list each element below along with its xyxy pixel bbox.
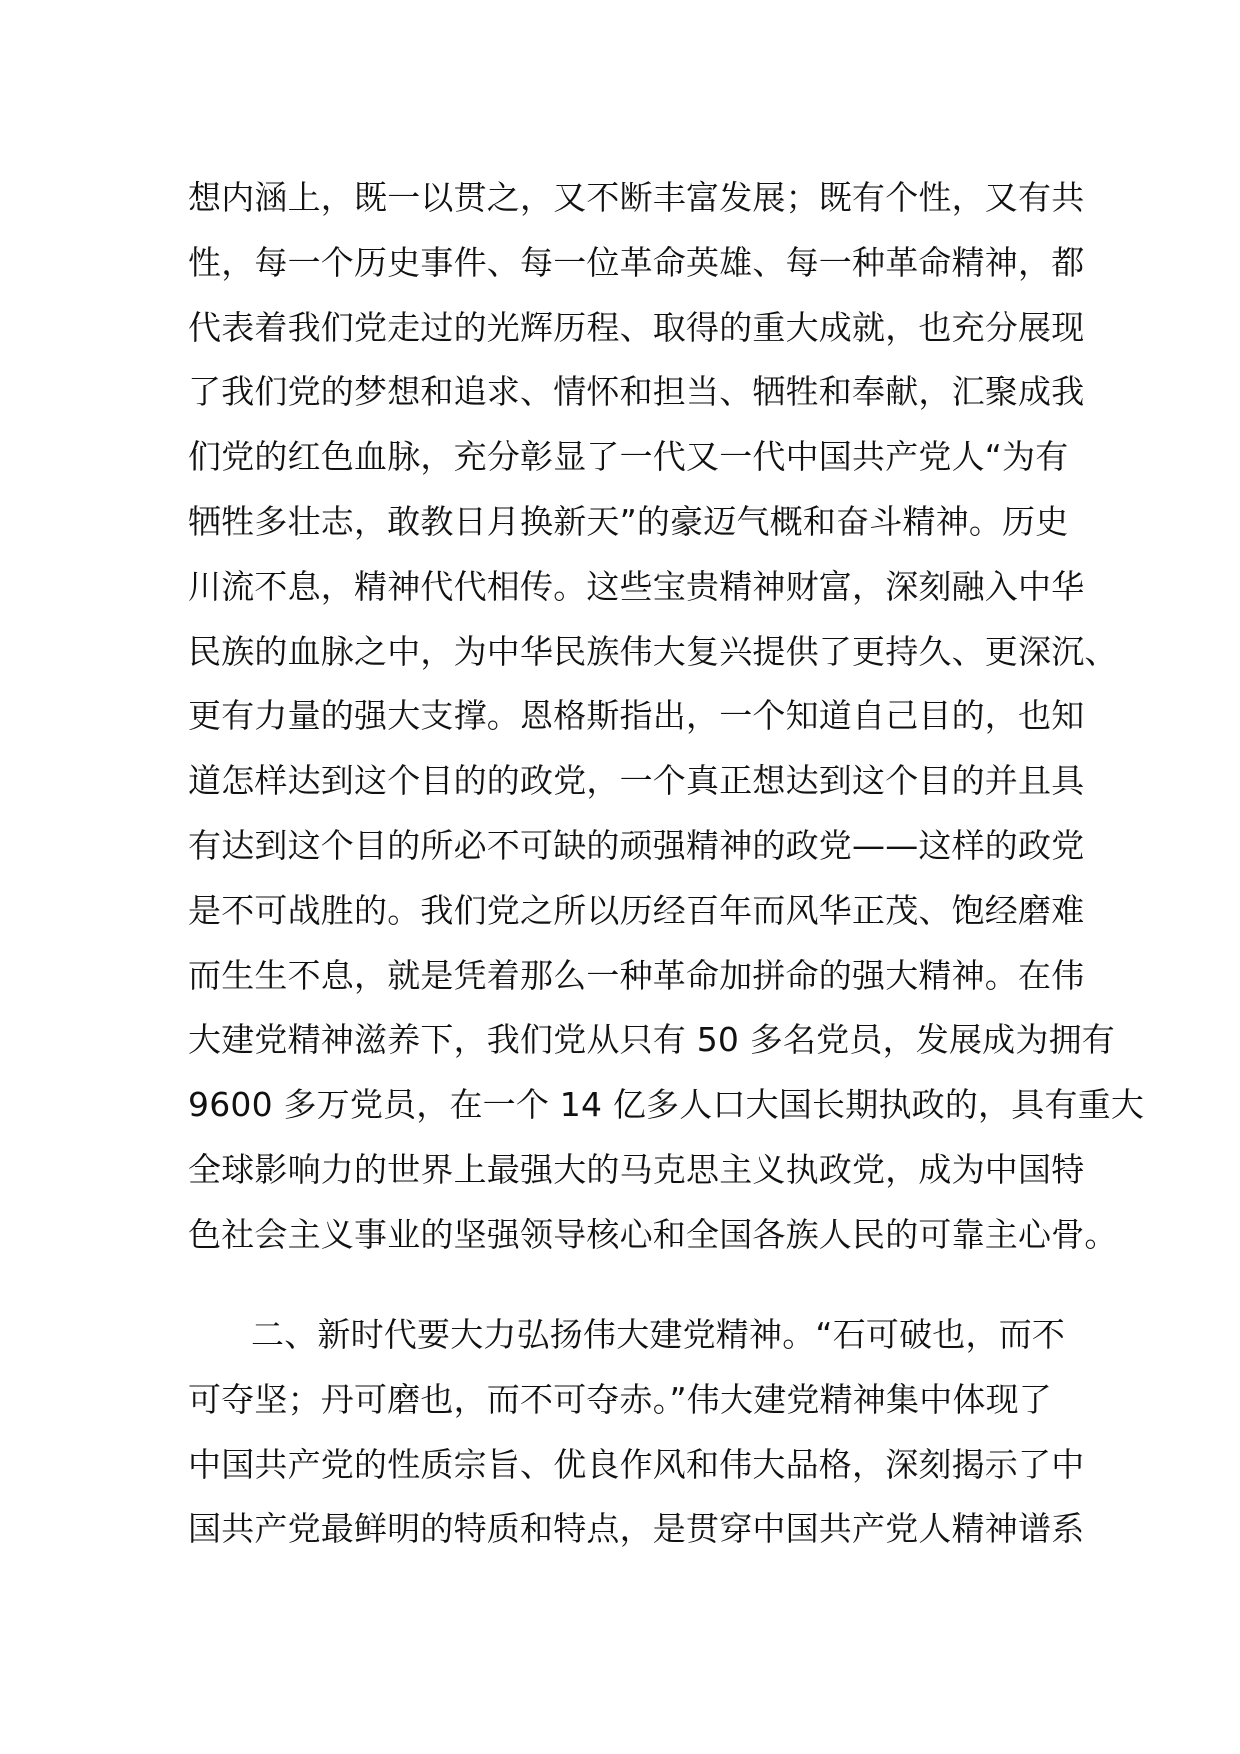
- text-line: 全球影响力的世界上最强大的马克思主义执政党，成为中国特: [188, 1149, 1085, 1189]
- text-line: 大建党精神滋养下，我们党从只有 50 多名党员，发展成为拥有: [188, 1020, 1115, 1060]
- text-line: 代表着我们党走过的光辉历程、取得的重大成就，也充分展现: [188, 307, 1085, 347]
- paragraph-2: [188, 1303, 1085, 1562]
- text-line: 国共产党最鲜明的特质和特点，是贯穿中国共产党人精神谱系: [188, 1509, 1085, 1549]
- text-line: 道怎样达到这个目的的政党，一个真正想达到这个目的并且具: [188, 761, 1085, 801]
- text-line: 民族的血脉之中，为中华民族伟大复兴提供了更持久、更深沉、: [188, 631, 1118, 671]
- text-line: 中国共产党的性质宗旨、优良作风和伟大品格，深刻揭示了中: [188, 1444, 1085, 1484]
- text-line: 川流不息，精神代代相传。这些宝贵精神财富，深刻融入中华: [188, 566, 1085, 606]
- text-line: 更有力量的强大支撑。恩格斯指出，一个知道自己目的，也知: [188, 696, 1085, 736]
- section-heading-line: 二、新时代要大力弘扬伟大建党精神。“石可破也，而不: [251, 1315, 1066, 1354]
- text-line: 牺牲多壮志，敢教日月换新天”的豪迈气概和奋斗精神。历史: [188, 501, 1069, 541]
- text-line: 可夺坚；丹可磨也，而不可夺赤。”伟大建党精神集中体现了: [188, 1379, 1052, 1419]
- text-line: 想内涵上，既一以贯之，又不断丰富发展；既有个性，又有共: [188, 178, 1085, 217]
- text-line: 了我们党的梦想和追求、情怀和担当、牺牲和奉献，汇聚成我: [188, 372, 1085, 412]
- text-line: 有达到这个目的所必不可缺的顽强精神的政党——这样的政党: [188, 825, 1085, 865]
- text-line: 们党的红色血脉，充分彰显了一代又一代中国共产党人“为有: [188, 437, 1069, 477]
- text-line: 色社会主义事业的坚强领导核心和全国各族人民的可靠主心骨。: [188, 1214, 1118, 1254]
- paragraph-1: [188, 166, 1145, 1268]
- text-line: 是不可战胜的。我们党之所以历经百年而风华正茂、饱经磨难: [188, 890, 1085, 930]
- text-line: 9600 多万党员，在一个 14 亿多人口大国长期执政的，具有重大: [188, 1085, 1145, 1125]
- text-line: 而生生不息，就是凭着那么一种革命加拼命的强大精神。在伟: [188, 955, 1085, 995]
- text-line: 性，每一个历史事件、每一位革命英雄、每一种革命精神，都: [188, 242, 1085, 282]
